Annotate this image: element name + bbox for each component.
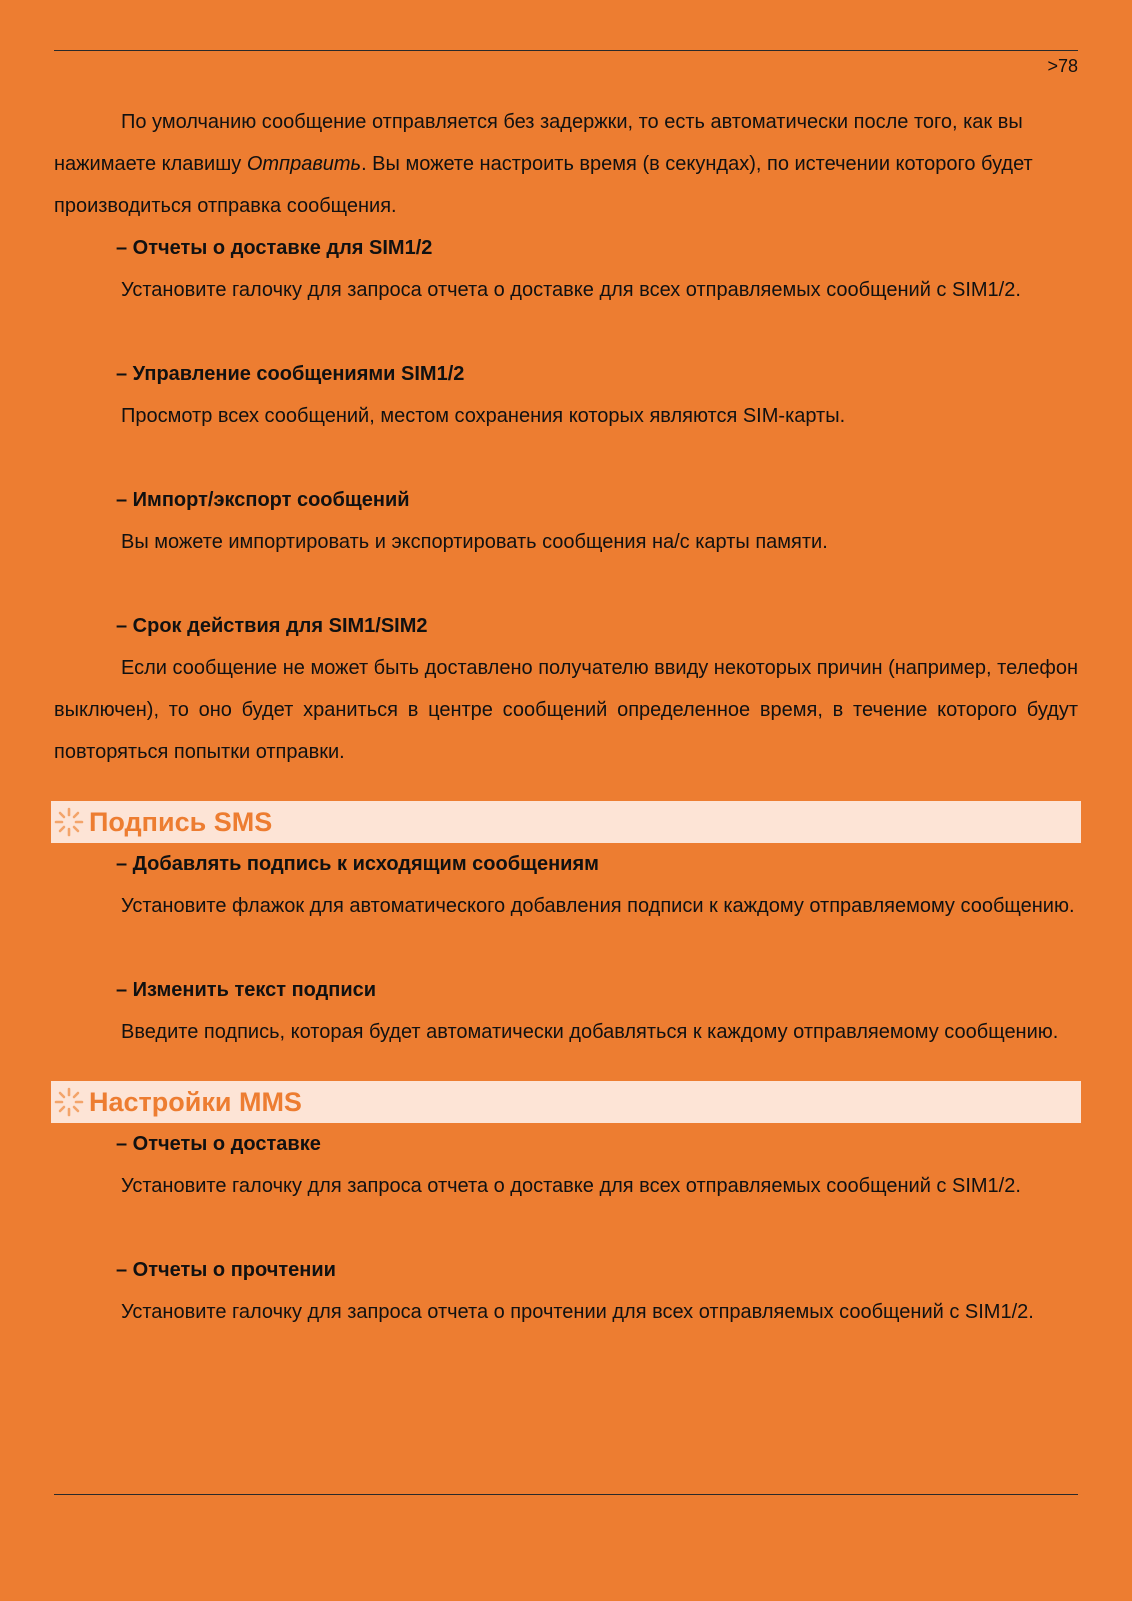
item-text: Просмотр всех сообщений, местом сохранения которых являются SIM-карты. [121, 405, 846, 427]
item-text: Установите флажок для автоматического добавления подписи к каждому отправляемому сообщению. [121, 895, 1075, 917]
item-heading: – Управление сообщениями SIM1/2 [116, 363, 465, 385]
section-title: Подпись SMS [89, 807, 273, 837]
item-text: Вы можете импортировать и экспортировать сообщения на/с карты памяти. [121, 531, 828, 553]
item-text: Установите галочку для запроса отчета о доставке для всех отправляемых сообщений с SIM1/2. [121, 1175, 1021, 1197]
item-text: Установите галочку для запроса отчета о прочтении для всех отправляемых сообщений с SIM1/2. [121, 1301, 1034, 1323]
header-rule [54, 50, 1078, 51]
item-heading: – Изменить текст подписи [116, 979, 377, 1001]
spacer [54, 311, 1078, 353]
item-text: Введите подпись, которая будет автоматически добавляться к каждому отправляемому сообщению. [121, 1021, 1059, 1043]
item-heading: – Отчеты о доставке для SIM1/2 [116, 237, 433, 259]
section-title: Настройки MMS [89, 1087, 302, 1117]
item-heading: – Отчеты о прочтении [116, 1259, 336, 1281]
item-text: Если сообщение не может быть доставлено получателю ввиду некоторых причин (например, телефон выключен), то оно будет храниться в центре сообщений определенное время, в течение которого будут повторяться попытки отправки. [54, 657, 1078, 763]
footer-rule [54, 1494, 1078, 1495]
item-heading: – Импорт/экспорт сообщений [116, 489, 410, 511]
spacer [54, 563, 1078, 605]
intro-text-after: . Вы можете настроить время (в секундах), по истечении которого будет производиться отправка сообщения. [54, 153, 1033, 217]
section-header-sms [51, 801, 1081, 843]
page-content [54, 101, 1078, 1333]
item-heading: – Отчеты о доставке [116, 1133, 321, 1155]
section-header-mms [51, 1081, 1081, 1123]
intro-italic-key: Отправить [246, 153, 362, 175]
page-number: >78 [1047, 56, 1078, 76]
item-text: Установите галочку для запроса отчета о доставке для всех отправляемых сообщений с SIM1/2. [121, 279, 1021, 301]
spacer [54, 1053, 1078, 1073]
item-heading: – Добавлять подпись к исходящим сообщениям [116, 853, 599, 875]
spacer [54, 1207, 1078, 1249]
intro-paragraph [54, 101, 1078, 227]
sparkle-icon [53, 1086, 85, 1118]
sparkle-icon [53, 806, 85, 838]
item-heading: – Срок действия для SIM1/SIM2 [116, 615, 428, 637]
spacer [54, 773, 1078, 793]
spacer [54, 437, 1078, 479]
intro-text-before: По умолчанию сообщение отправляется без задержки, то есть автоматически после того, как вы нажимаете клавишу [54, 111, 1023, 175]
spacer [54, 927, 1078, 969]
